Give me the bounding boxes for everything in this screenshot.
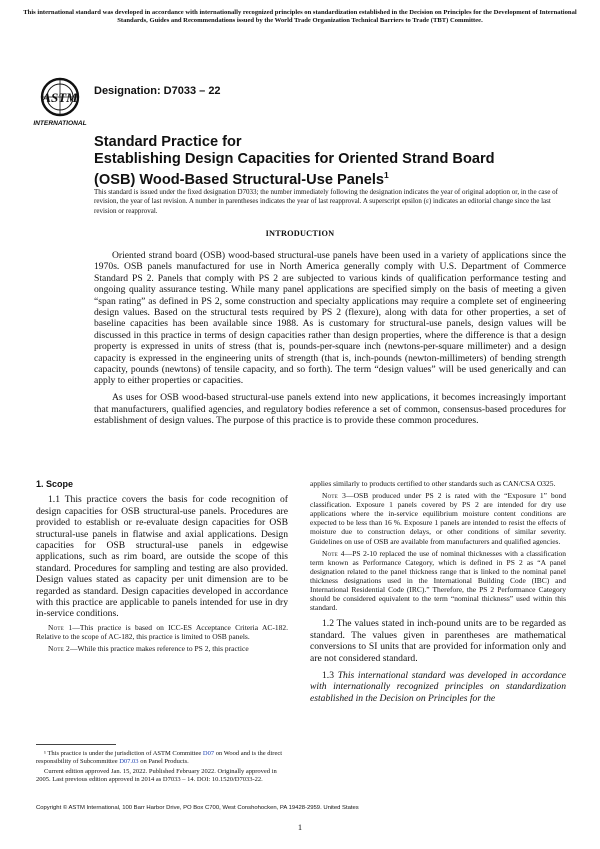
- intro-paragraph-1: Oriented strand board (OSB) wood-based structural-use panels have been used in a variety of applications since the 1970s. OSB panels manufactured for use in North America generally comply with U.S. Department of Commerce Standard PS 2. Panels that comply with PS 2 are subjected to various kinds of qualification performance testing and ongoing quality assurance testing. While many panel applications are specified simply on the basis of meeting a given “span rating” as defined in PS 2, some construction and specialty applications may require a complete set of engineering design values. Based on the structural tests required by PS 2 (flexure), along with data for other properties, a set of baseline capacities has been available since 1988. As is customary for structural-use panels, design values will be discussed in this practice in terms of design capacities rather than design properties, where the difference is that a design property is expressed in units of stress (that is, pounds-per-square inch (newtons-per-square millimeter) and a design capacity is expressed in the engineering units of strength (that is, inch-pounds (newton-millimeters) of bending strength capacity, pounds (newtons) of tensile capacity, and so forth). The term “design values” will be used generically and can apply to either properties or capacities.: [94, 250, 566, 387]
- note-4-text: —PS 2-10 replaced the use of nominal thicknesses with a classification term known as Performance Category, which is defined in PS 2 as “A panel designation related to the panel thickness range that is linked to the nominal panel thickness designations used in the International Building Code (IBC) and International Residential Code (IRC).” Therefore, the PS 2 Performance Category should be considered equivalent to the term “nominal thickness” used within this standard.: [310, 548, 566, 613]
- section-1-3: [310, 670, 566, 704]
- introduction-body: [94, 250, 566, 427]
- committee-link[interactable]: D07: [202, 750, 215, 757]
- footnotes: [36, 750, 288, 784]
- subcommittee-link[interactable]: D07.03: [119, 758, 139, 766]
- note-2: [36, 644, 288, 653]
- title-line-3: (OSB) Wood-Based Structural-Use Panels: [94, 172, 385, 189]
- title-line-2: Establishing Design Capacities for Oriented Strand Board: [94, 150, 495, 167]
- note-3: [310, 491, 566, 546]
- title-footnote-mark[interactable]: 1: [384, 170, 389, 181]
- intro-paragraph-2: As uses for OSB wood-based structural-use panels extend into new applications, it becomes increasingly important that manufacturers, qualified agencies, and regulatory bodies reference a set of common, consensus-based procedures for establishment of design values. The purpose of this practice is to provide these common procedures.: [94, 392, 566, 427]
- footnote-1-pre: ¹ This practice is under the jurisdiction of ASTM Committee: [44, 750, 203, 757]
- note-2-continued: applies similarly to products certified to other standards such as CAN/CSA O325.: [310, 479, 556, 488]
- section-1-2: 1.2 The values stated in inch-pound units are to be regarded as standard. The values given in parentheses are mathematical conversions to SI units that are provided for information only and are not considered standard.: [310, 618, 566, 664]
- top-notice: This international standard was developed in accordance with internationally recognized principles on standardization established in the Decision on Principles for the Development of International Standards, Guides and Recommendations issued by the World Trade Organization Technical Barriers to Trade (TBT) Committee.: [23, 9, 577, 25]
- designation: Designation: D7033 – 22: [94, 85, 221, 97]
- page-number: 1: [297, 822, 303, 832]
- footnote-1-mid: on Wood and is the direct responsibility of Subcommittee: [36, 750, 283, 766]
- footnote-1-post: on Panel Products.: [138, 758, 189, 766]
- section-1-3-number: 1.3: [322, 669, 334, 681]
- note-1-text: —This practice is based on ICC-ES Acceptance Criteria AC-182. Relative to the scope of AC-182, this practice is limited to OSB panels.: [36, 622, 288, 641]
- left-column: [36, 479, 288, 653]
- section-1-3-text: This international standard was developed in accordance with internationally recognized principles on standardization established in the Decision on Principles for the: [310, 669, 566, 704]
- introduction-heading: INTRODUCTION: [265, 229, 335, 238]
- section-1-1: 1.1 This practice covers the basis for code recognition of design capacities for OSB structural-use panels. Procedures are provided to establish or re-evaluate design capacities for OSB structural-use panels in flatwise and axial applications. Design capacities for OSB structural-use panels in edgewise applications, such as rim board, are outside the scope of this standard. Procedures for sampling and testing are also provided. Design values stated as capacity per unit dimension are to be regarded as standard. Design capacities developed in accordance with this practice are applicable to panels intended for use in dry in-service conditions.: [36, 494, 288, 620]
- svg-text:INTERNATIONAL: INTERNATIONAL: [33, 120, 87, 127]
- note-2-label: Note 2: [48, 644, 70, 654]
- note-3-label: Note 3: [322, 491, 347, 501]
- copyright: Copyright © ASTM International, 100 Barr Harbor Drive, PO Box C700, West Conshohocken, PA 19428-2959. United States: [36, 805, 359, 811]
- footnote-2: Current edition approved Jan. 15, 2022. Published February 2022. Originally approved in 2005. Last previous edition approved in 2014 as D7033 – 14. DOI: 10.1520/D7033-22.: [36, 768, 277, 784]
- document-title: [94, 134, 564, 189]
- scope-heading: 1. Scope: [36, 479, 74, 489]
- note-4: [310, 549, 566, 613]
- note-2-text: —While this practice makes reference to PS 2, this practice: [69, 644, 249, 654]
- right-column: [310, 479, 566, 704]
- issue-note: This standard is issued under the fixed designation D7033; the number immediately following the designation indicates the year of original adoption or, in the case of revision, the year of last revision. A number in parentheses indicates the year of last reapproval. A superscript epsilon (ε) indicates an editorial change since the last revision or reapproval.: [94, 188, 558, 215]
- svg-text:ASTM: ASTM: [42, 90, 78, 105]
- note-1: [36, 623, 288, 641]
- note-1-label: Note 1: [48, 622, 73, 632]
- note-3-text: —OSB produced under PS 2 is rated with the “Exposure 1” bond classification. Exposure 1 panels covered by PS 2 are intended for dry use applications where the in-service equilibrium moisture content conditions are expected to be less than 16 %. Exposure 1 panels are intended to resist the effects of moisture due to construction delays, or other conditions of similar severity. Guidelines on use of OSB are available from manufacturers and qualified agencies.: [310, 491, 566, 546]
- astm-logo: [30, 76, 94, 128]
- footnote-1: [36, 750, 288, 766]
- note-4-label: Note 4: [322, 548, 345, 558]
- footnote-divider: [36, 744, 116, 745]
- astm-logo-icon: [30, 76, 94, 128]
- title-line-1: Standard Practice for: [94, 134, 242, 150]
